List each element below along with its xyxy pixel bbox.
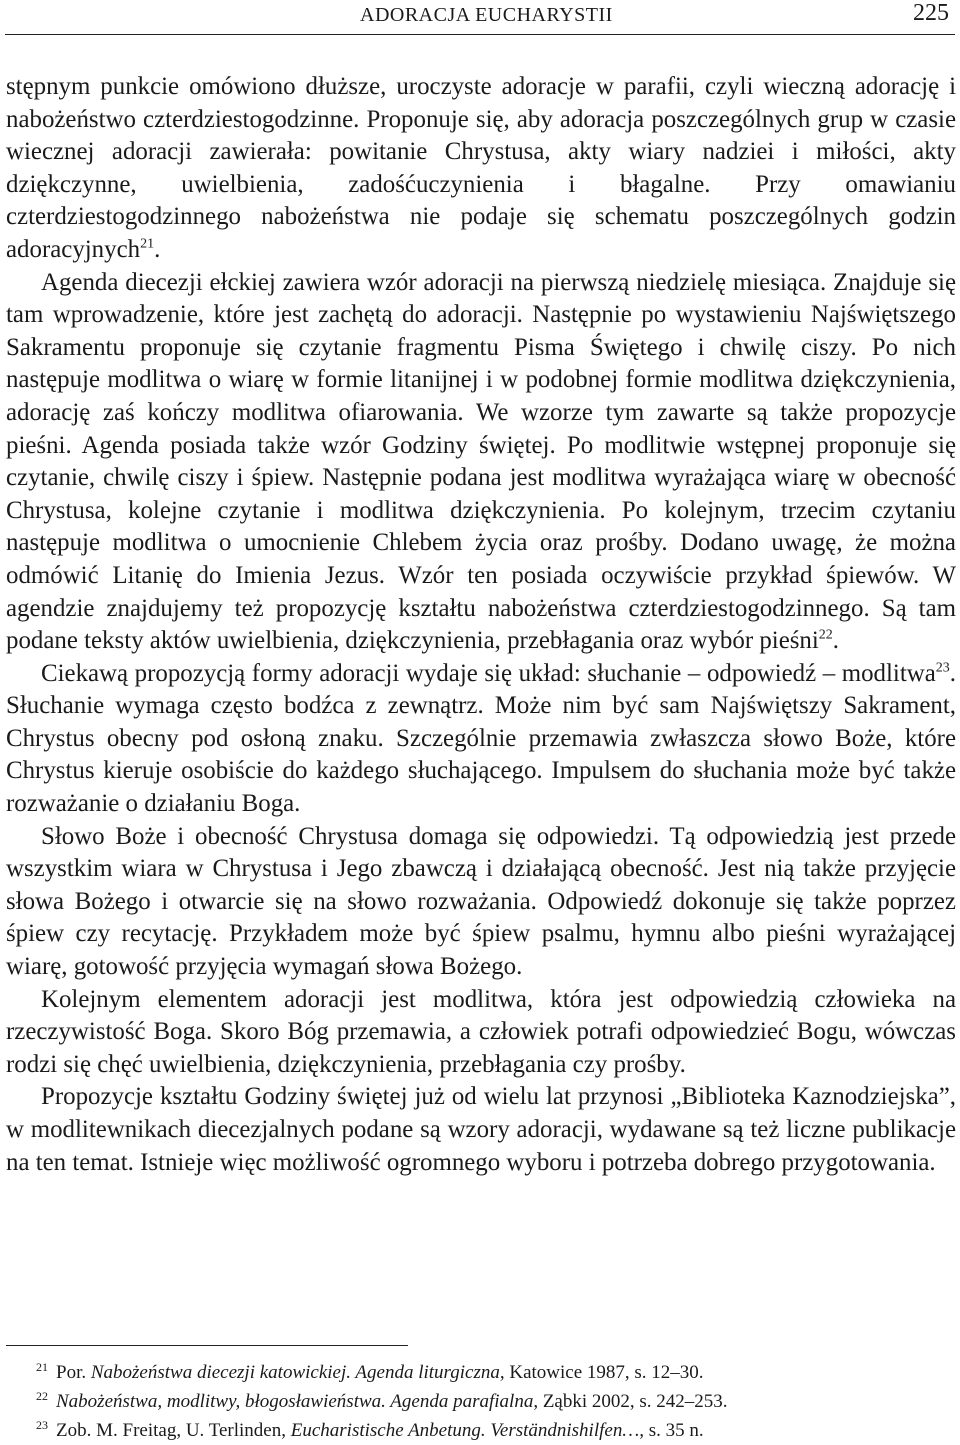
footnote-number: 22	[36, 1388, 48, 1403]
footnote: $^{23}$ Zob. M. Freitag, U. Terlinden, Eucharistische Anbetung. Verständnishilfen…, s. 35 n.	[36, 1417, 704, 1441]
paragraph: Agenda diecezji ełckiej zawiera wzór adoracji na pierwszą niedzielę miesiąca. Znajduje się tam wprowadzenie, które jest zachętą do adoracji. Następnie po wystawieniu Najświętszego Sakramentu proponuje się czytanie fragmentu Pisma Świętego i chwilę ciszy. Po nich następuje modlitwa o wiarę w formie litanijnej i w podobnej formie modlitwa dziękczynienia, adorację zaś kończy modlitwa ofiarowania. We wzorze tym zawarte są także propozycje pieśni. Agenda posiada także wzór Godziny świętej. Po modlitwie wstępnej proponuje się czytanie, chwilę ciszy i śpiew. Następnie podana jest modlitwa wyrażająca wiarę w obecność Chrystusa, kolejne czytanie i modlitwa dziękczynienia. Po kolejnym, trzecim czytaniu następuje modlitwa o umocnienie Chlebem życia oraz prośby. Dodano uwagę, że można odmówić Litanię do Imienia Jezus. Wzór ten posiada oczywiście przykład śpiewów. W agendzie znajdujemy też propozycję kształtu nabożeństwa czterdziestogodzinnego. Są tam podane teksty aktów uwielbienia, dziękczynienia, przebłagania oraz wybór pieśni$^{22}$.	[6, 268, 956, 655]
footnote-number: 21	[36, 1359, 48, 1374]
paragraph: Ciekawą propozycją formy adoracji wydaje się układ: słuchanie – odpowiedź – modlitwa$^{23}$. Słuchanie wymaga często bodźca z zewnątrz. Może nim być sam Najświętszy Sakrament, Chrystus obecny pod osłoną znaku. Szczególnie przemawia zwłaszcza słowo Boże, które Chrystus kieruje osobiście do każdego słuchającego. Impulsem do słuchania może być także rozważanie o działaniu Boga.	[6, 659, 956, 818]
paragraph: stępnym punkcie omówiono dłuższe, uroczyste adoracje w parafii, czyli wieczną adorację i nabożeństwo czterdziestogodzinne. Proponuje się, aby adoracja poszczególnych grup w czasie wiecznej adoracji zawierała: powitanie Chrystusa, akty wiary nadziei i miłości, akty dziękczynne, uwielbienia, zadośćuczynienia i błagalne. Przy omawianiu czterdziestogodzinnego nabożeństwa nie podaje się schematu poszczególnych godzin adoracyjnych$^{21}$.	[6, 73, 956, 263]
running-header	[5, 0, 955, 35]
footnote-ref[interactable]: 22	[818, 627, 833, 643]
footnote: $^{22}$ Nabożeństwa, modlitwy, błogosławieństwa. Agenda parafialna, Ząbki 2002, s. 242–253.	[36, 1388, 728, 1412]
running-title: ADORACJA EUCHARYSTII	[360, 4, 613, 26]
paragraph: Kolejnym elementem adoracji jest modlitwa, która jest odpowiedzią człowieka na rzeczywistość Boga. Skoro Bóg przemawia, a człowiek potrafi odpowiedzieć Bogu, wówczas rodzi się chęć uwielbienia, dziękczynienia, przebłagania czy prośby.	[6, 985, 956, 1078]
footnote-ref[interactable]: 21	[140, 236, 155, 252]
paragraph: Słowo Boże i obecność Chrystusa domaga się odpowiedzi. Tą odpowiedzią jest przede wszystkim wiara w Chrystusa i Jego zbawczą i działającą obecność. Jest nią także przyjęcie słowa Bożego i otwarcie się na słowo rozważania. Odpowiedź dokonuje się także poprzez śpiew czy recytację. Przykładem może być śpiew psalmu, hymnu albo pieśni wyrażającej wiarę, gotowość przyjęcia wymagań słowa Bożego.	[6, 822, 956, 981]
footnote: $^{21}$ Por. Nabożeństwa diecezji katowickiej. Agenda liturgiczna, Katowice 1987, s. 12–30.	[36, 1359, 704, 1383]
footnote-number: 23	[36, 1417, 48, 1432]
footnote-separator	[6, 1345, 408, 1346]
paragraph: Propozycje kształtu Godziny świętej już od wielu lat przynosi „Biblioteka Kaznodziejska”, w modlitewnikach diecezjalnych podane są wzory adoracji, wydawane są też liczne publikacje na ten temat. Istnieje więc możliwość ogromnego wyboru i potrzeba dobrego przygotowania.	[6, 1083, 956, 1176]
body-text	[6, 71, 956, 1179]
footnote-ref[interactable]: 23	[935, 660, 950, 676]
page-number: 225	[913, 0, 949, 26]
footnotes	[36, 1358, 936, 1445]
